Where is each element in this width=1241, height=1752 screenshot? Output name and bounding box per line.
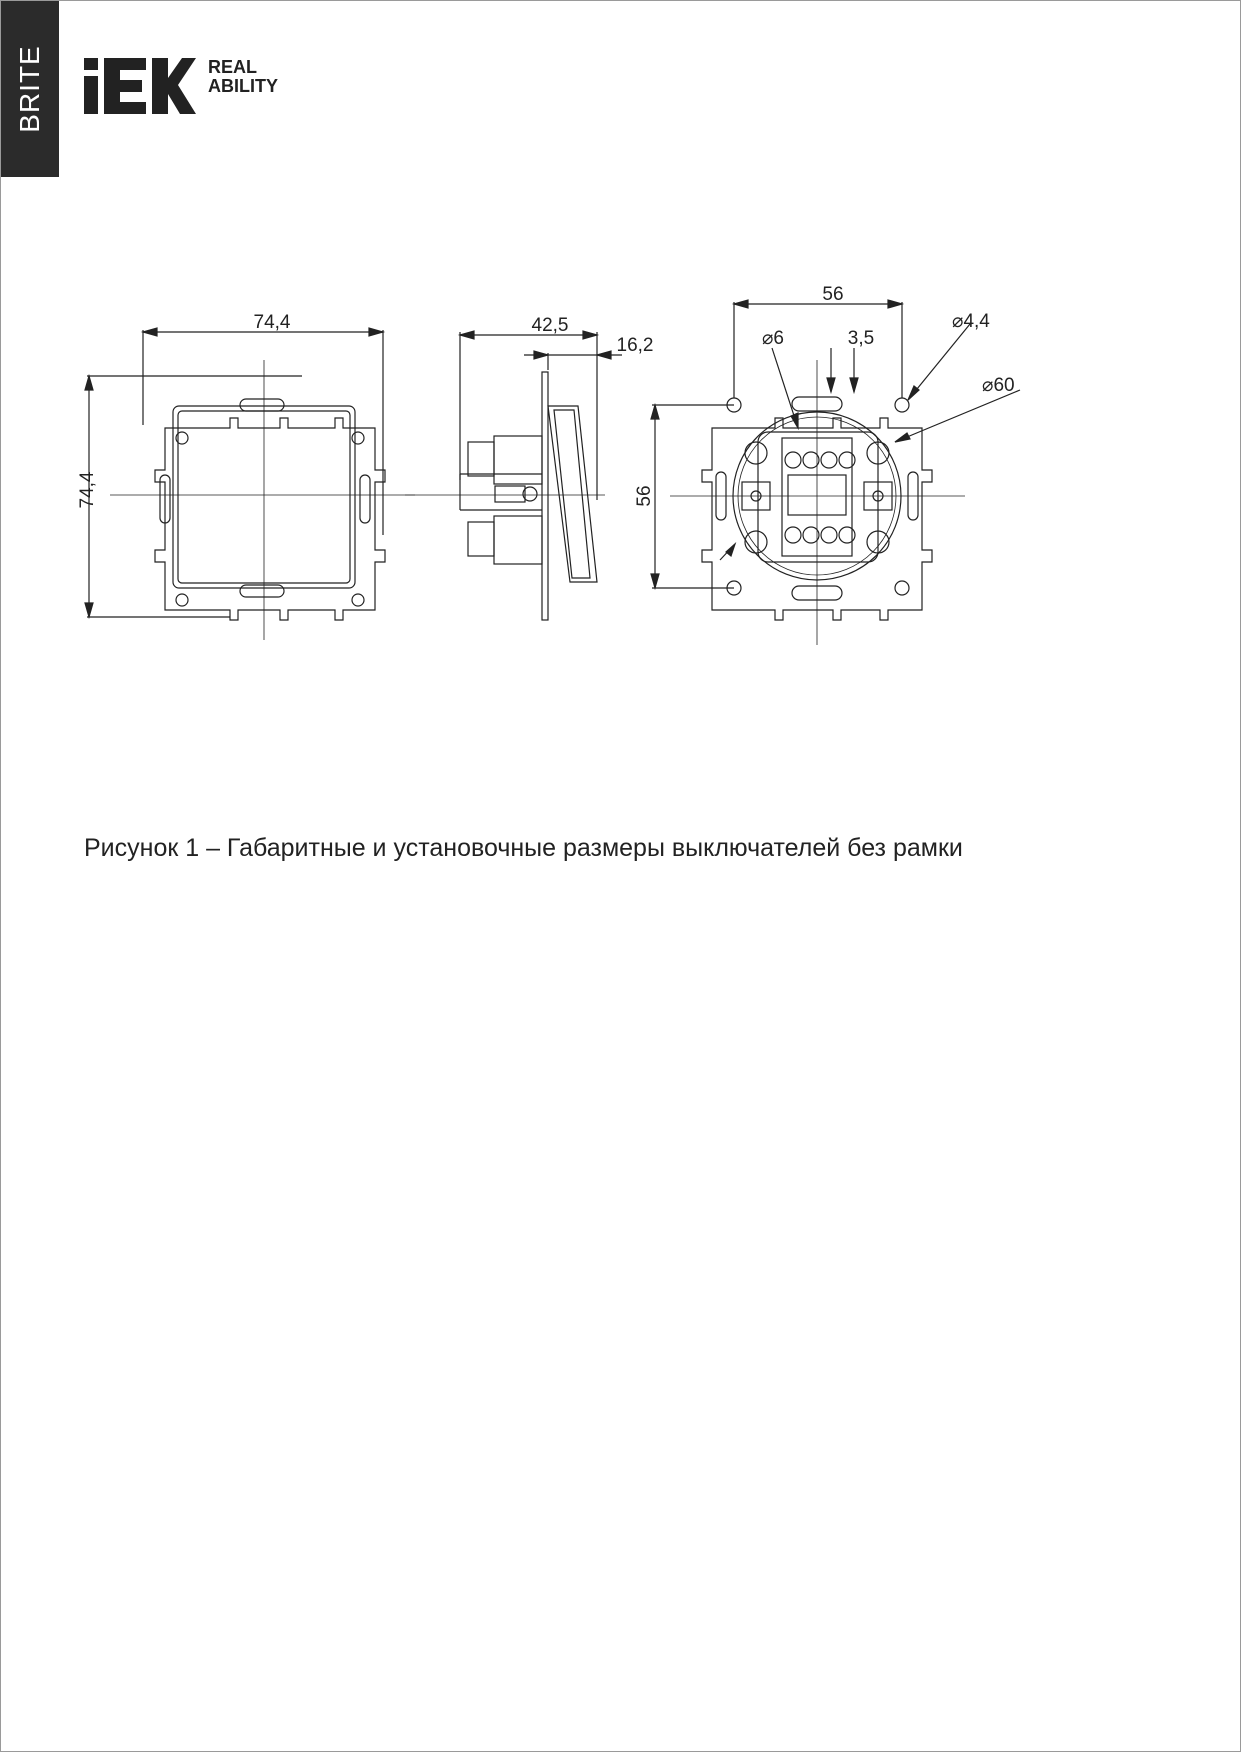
dim-side-depth-total: 42,5 — [531, 315, 569, 336]
technical-drawing — [70, 284, 1180, 730]
dim-front-height: 74,4 — [77, 471, 98, 509]
dim-mechanism-diameter: ⌀60 — [982, 375, 1015, 396]
figure-caption: Рисунок 1 – Габаритные и установочные размеры выключателей без рамки — [84, 834, 963, 862]
dim-side-depth-front: 16,2 — [616, 335, 654, 356]
tagline-line-1: REAL — [208, 57, 257, 77]
dim-hole-diameter: ⌀4,4 — [952, 311, 990, 332]
front-view — [85, 328, 415, 640]
dim-mount-horizontal: 56 — [822, 284, 844, 305]
dim-mount-vertical: 56 — [634, 485, 655, 507]
back-view — [651, 300, 1020, 645]
tagline-line-2: ABILITY — [208, 76, 278, 96]
dim-slot-width: 3,5 — [847, 328, 875, 349]
brand-logo — [84, 58, 194, 114]
dim-hole-small: ⌀6 — [761, 328, 785, 349]
dim-front-width: 74,4 — [253, 312, 291, 333]
brand-side-tab — [1, 1, 59, 177]
brand-tagline — [208, 58, 278, 96]
series-label: BRITE — [14, 45, 45, 133]
side-view — [405, 331, 622, 620]
